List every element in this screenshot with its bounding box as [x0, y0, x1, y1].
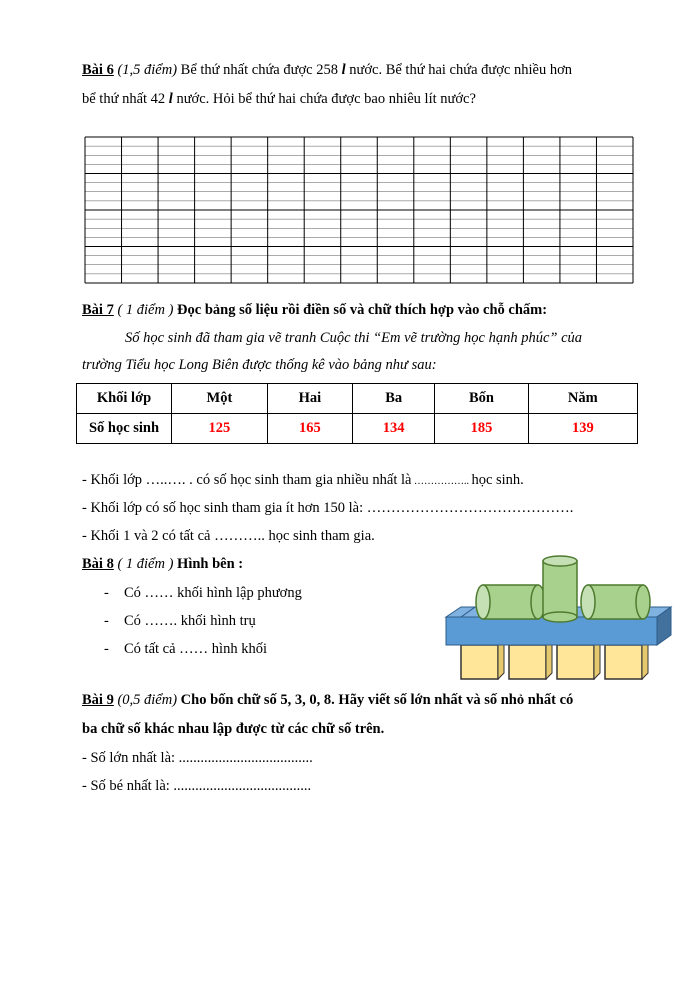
bai7-intro2: trường Tiểu học Long Biên được thống kê vào bảng như sau:	[82, 357, 437, 373]
bai6-unit-2: l	[168, 91, 173, 107]
bai6-unit-1: l	[341, 62, 346, 78]
bai9-text1: Cho bốn chữ số 5, 3, 0, 8. Hãy viết số lớn nhất và số nhỏ nhất có	[180, 692, 574, 708]
bai8-item-1: - Có …… khối hình lập phương	[104, 585, 302, 601]
bai7-instruction: Đọc bảng số liệu rồi điền số và chữ thích hợp vào chỗ chấm:	[177, 302, 548, 318]
table-value-row	[77, 414, 638, 444]
bai6-label: Bài 6	[82, 62, 114, 78]
bai9-line1	[82, 692, 573, 709]
bai8-item-2: - Có ……. khối hình trụ	[104, 613, 256, 629]
table-value-5: 139	[528, 414, 637, 444]
bai6-line2	[82, 91, 476, 108]
bai9-question-1: - Số lớn nhất là: .....................................	[82, 750, 313, 766]
bai8-line1	[82, 556, 243, 573]
table-col-4: Bốn	[435, 384, 528, 414]
bai6-line1	[82, 62, 572, 79]
answer-grid	[84, 136, 634, 284]
bai8-label: Bài 8	[82, 556, 114, 572]
bai8-item-1-text: Có …… khối hình lập phương	[124, 585, 302, 601]
bai9-label: Bài 9	[82, 692, 114, 708]
cylinder-upright	[543, 556, 577, 622]
table-row-label: Số học sinh	[77, 414, 172, 444]
table-value-2: 165	[267, 414, 352, 444]
bai9-points: (0,5 điểm)	[117, 692, 178, 708]
bai7-question-1	[82, 472, 524, 489]
bai6-text2b: nước. Hỏi bể thứ hai chứa được bao nhiêu lít nước?	[172, 91, 476, 107]
bai7-intro1: Số học sinh đã tham gia vẽ tranh Cuộc thi “Em vẽ trường học hạnh phúc” của	[125, 330, 583, 346]
table-header-label: Khối lớp	[77, 384, 172, 414]
bai8-points: ( 1 điểm )	[117, 556, 174, 572]
bai7-q1a: - Khối lớp …..…. . có số học sinh tham gia nhiều nhất là	[82, 472, 412, 488]
bai7-question-2: - Khối lớp có số học sinh tham gia ít hơn 150 là: …………………………………….	[82, 500, 574, 516]
bai6-text1a: Bể thứ nhất chứa được 258	[180, 62, 342, 78]
bai8-item-3: - Có tất cả …… hình khối	[104, 641, 267, 657]
bai8-item-2-text: Có ……. khối hình trụ	[124, 613, 256, 629]
bai8-item-3-text: Có tất cả …… hình khối	[124, 641, 267, 657]
bai6-text1b: nước. Bể thứ hai chứa được nhiều hơn	[345, 62, 572, 78]
student-count-table	[76, 383, 638, 444]
bai7-q1-dots: ……………..	[411, 476, 472, 487]
bai6-points: (1,5 điểm)	[117, 62, 178, 78]
table-col-5: Năm	[528, 384, 637, 414]
table-value-4: 185	[435, 414, 528, 444]
bai7-line1	[82, 302, 547, 319]
bai9-text2: ba chữ số khác nhau lập được từ các chữ số trên.	[82, 721, 385, 737]
table-col-2: Hai	[267, 384, 352, 414]
bai7-label: Bài 7	[82, 302, 114, 318]
cylinder-left	[476, 585, 545, 619]
table-value-3: 134	[352, 414, 434, 444]
bai8-title: Hình bên :	[177, 556, 244, 572]
cylinder-right	[581, 585, 650, 619]
bai6-text2a: bể thứ nhất 42	[82, 91, 169, 107]
bai7-question-3: - Khối 1 và 2 có tất cả ……….. học sinh tham gia.	[82, 528, 375, 544]
bai7-points: ( 1 điểm )	[117, 302, 174, 318]
bai7-q1b: học sinh.	[471, 472, 524, 488]
table-value-1: 125	[172, 414, 268, 444]
table-header-row	[77, 384, 638, 414]
table-col-1: Một	[172, 384, 268, 414]
bai9-question-2: - Số bé nhất là: ......................................	[82, 778, 312, 794]
table-col-3: Ba	[352, 384, 434, 414]
solid-shapes-figure	[443, 555, 675, 683]
